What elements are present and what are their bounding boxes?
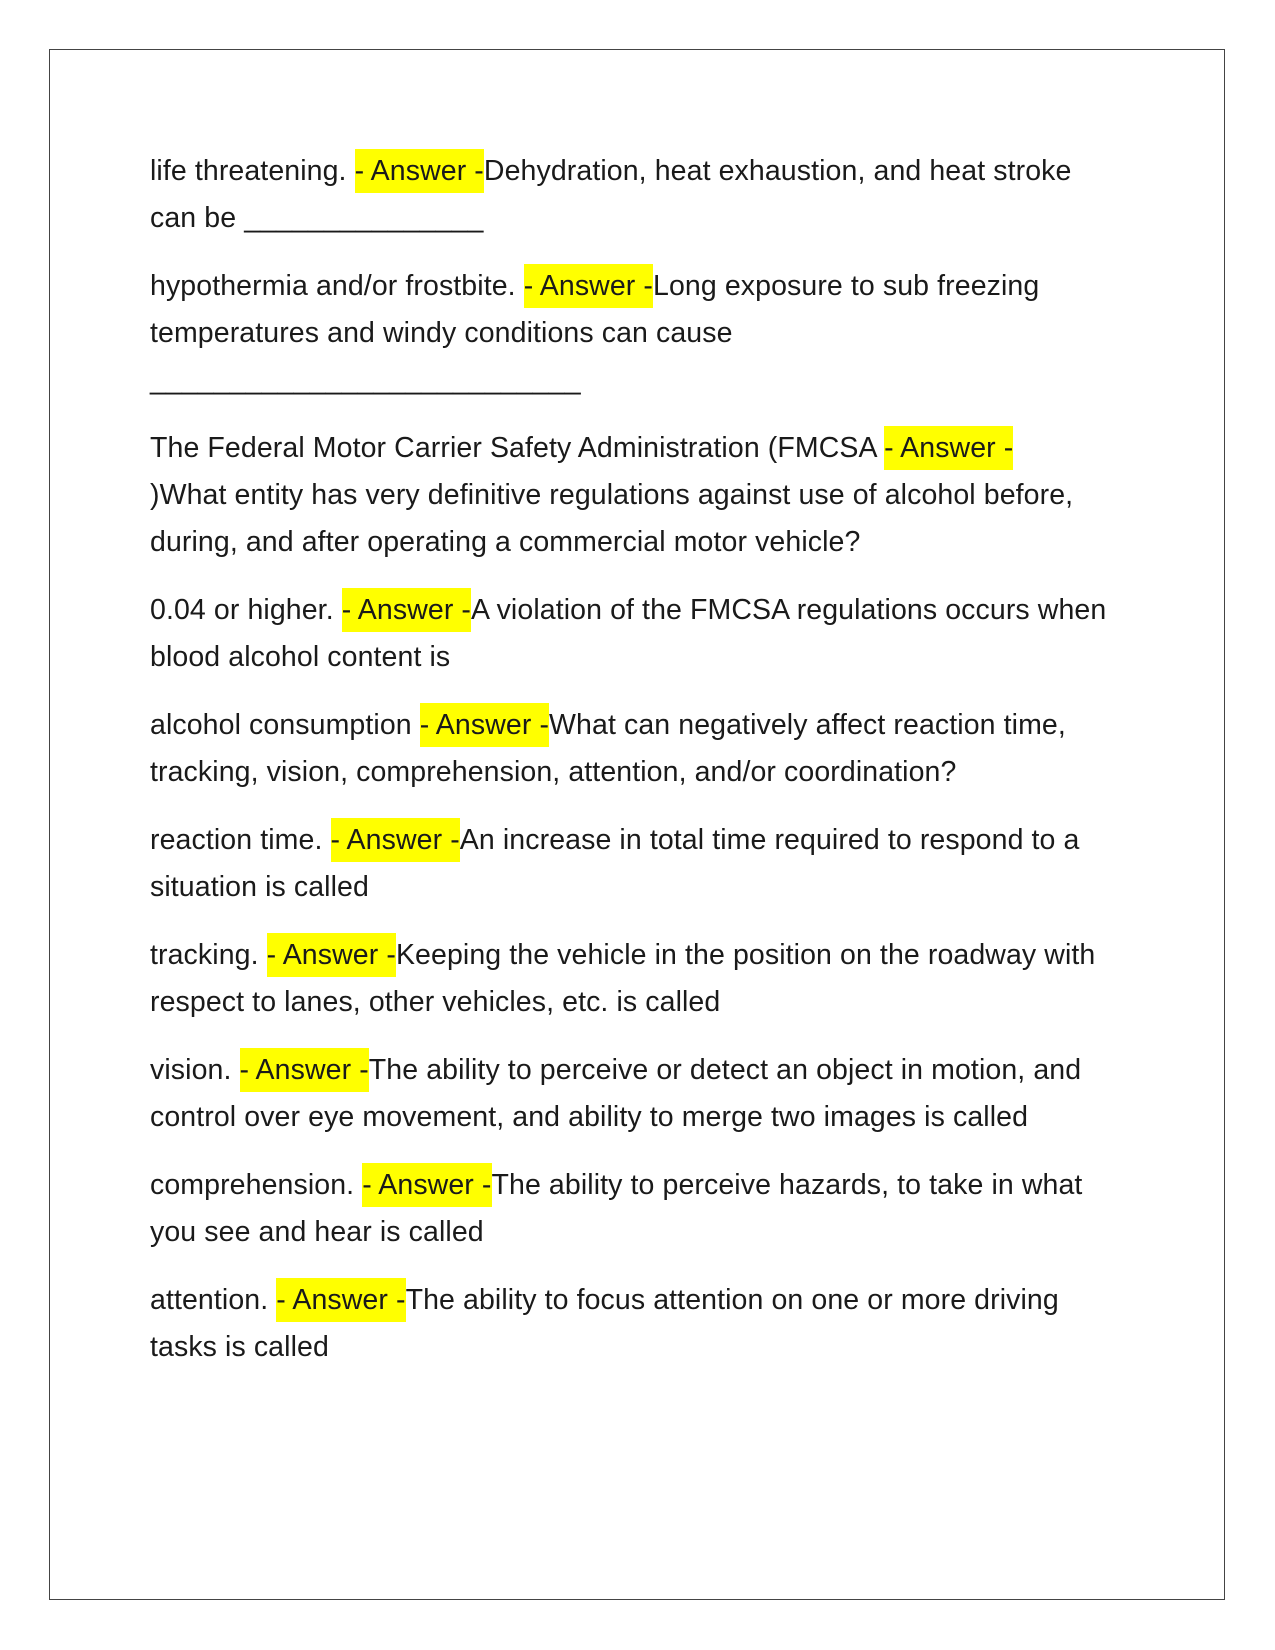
question-text: An increase in total time required to respond to a situation is called bbox=[150, 824, 1080, 903]
answer-marker: - Answer - bbox=[342, 588, 471, 632]
qa-entry bbox=[150, 263, 1110, 404]
answer-marker: - Answer - bbox=[355, 149, 484, 193]
question-text: The ability to perceive hazards, to take in what you see and hear is called bbox=[150, 1169, 1083, 1248]
qa-entry bbox=[150, 1162, 1110, 1256]
answer-marker: - Answer - bbox=[331, 818, 460, 862]
answer-text: hypothermia and/or frostbite. bbox=[150, 270, 516, 302]
qa-entry bbox=[150, 817, 1110, 911]
document-body bbox=[150, 148, 1110, 1392]
fill-blank: _______________ bbox=[244, 202, 484, 234]
question-text: )What entity has very definitive regulations against use of alcohol before, during, and after operating a commercial motor vehicle? bbox=[150, 479, 1074, 558]
qa-entry bbox=[150, 702, 1110, 796]
qa-entry bbox=[150, 425, 1110, 566]
question-text: Long exposure to sub freezing temperatures and windy conditions can cause bbox=[150, 270, 1040, 349]
qa-entry bbox=[150, 148, 1110, 242]
question-text: Keeping the vehicle in the position on the roadway with respect to lanes, other vehicles, etc. is called bbox=[150, 939, 1096, 1018]
answer-marker: - Answer - bbox=[240, 1048, 369, 1092]
qa-entry bbox=[150, 932, 1110, 1026]
question-text: What can negatively affect reaction time, tracking, vision, comprehension, attention, and/or coordination? bbox=[150, 709, 1066, 788]
question-text: Dehydration, heat exhaustion, and heat stroke can be bbox=[150, 155, 1072, 234]
answer-text: life threatening. bbox=[150, 155, 347, 187]
qa-entry bbox=[150, 1047, 1110, 1141]
question-text: The ability to perceive or detect an object in motion, and control over eye movement, and ability to merge two images is called bbox=[150, 1054, 1082, 1133]
answer-marker: - Answer - bbox=[884, 426, 1013, 470]
fill-blank: ___________________________ bbox=[150, 364, 581, 396]
answer-text: reaction time. bbox=[150, 824, 323, 856]
answer-text: comprehension. bbox=[150, 1169, 355, 1201]
answer-marker: - Answer - bbox=[362, 1163, 491, 1207]
answer-text: vision. bbox=[150, 1054, 232, 1086]
answer-marker: - Answer - bbox=[276, 1278, 405, 1322]
question-text: The ability to focus attention on one or more driving tasks is called bbox=[150, 1284, 1059, 1363]
question-text: A violation of the FMCSA regulations occurs when blood alcohol content is bbox=[150, 594, 1107, 673]
answer-text: attention. bbox=[150, 1284, 269, 1316]
answer-marker: - Answer - bbox=[420, 703, 549, 747]
qa-entry bbox=[150, 587, 1110, 681]
answer-text: tracking. bbox=[150, 939, 259, 971]
answer-text: The Federal Motor Carrier Safety Administration (FMCSA bbox=[150, 432, 877, 464]
qa-entry bbox=[150, 1277, 1110, 1371]
answer-text: 0.04 or higher. bbox=[150, 594, 334, 626]
answer-marker: - Answer - bbox=[524, 264, 653, 308]
answer-marker: - Answer - bbox=[267, 933, 396, 977]
answer-text: alcohol consumption bbox=[150, 709, 412, 741]
